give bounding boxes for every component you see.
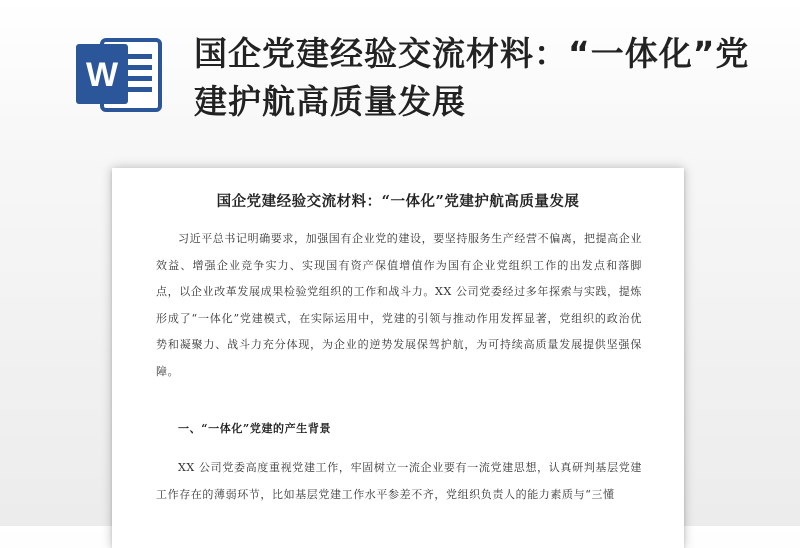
header-banner — [0, 0, 800, 150]
section-heading: 一、“一体化”党建的产生背景 — [178, 422, 332, 435]
microsoft-word-icon — [76, 34, 164, 114]
word-icon-letter: W — [85, 56, 119, 94]
document-title: 国企党建经验交流材料：“一体化”党建护航高质量发展 — [216, 193, 580, 210]
document-page — [112, 168, 684, 548]
document-paragraph: XX 公司党委高度重视党建工作，牢固树立一流企业要有一流党建思想，认真研判基层党建工作存在的薄弱环节，比如基层党建工作水平参差不齐，党组织负责人的能力素质与“三懂 — [156, 461, 642, 501]
page-title: 国企党建经验交流材料：“一体化”党建护航高质量发展 — [194, 34, 750, 121]
document-paragraph: 习近平总书记明确要求，加强国有企业党的建设，要坚持服务生产经营不偏离，把提高企业效益、增强企业竞争实力、实现国有资产保值增值作为国有企业党组织工作的出发点和落脚点，以企业改革发展成果检验党组织的工作和战斗力。XX 公司党委经过多年探索与实践，提炼形成了“一体化”党建模式，在实际运用中，党建的引领与推动作用发挥显著，党组织的政治优势和凝聚力、战斗力充分体现，为企业的逆势发展保驾护航，为可持续高质量发展提供坚强保障。 — [156, 232, 642, 378]
